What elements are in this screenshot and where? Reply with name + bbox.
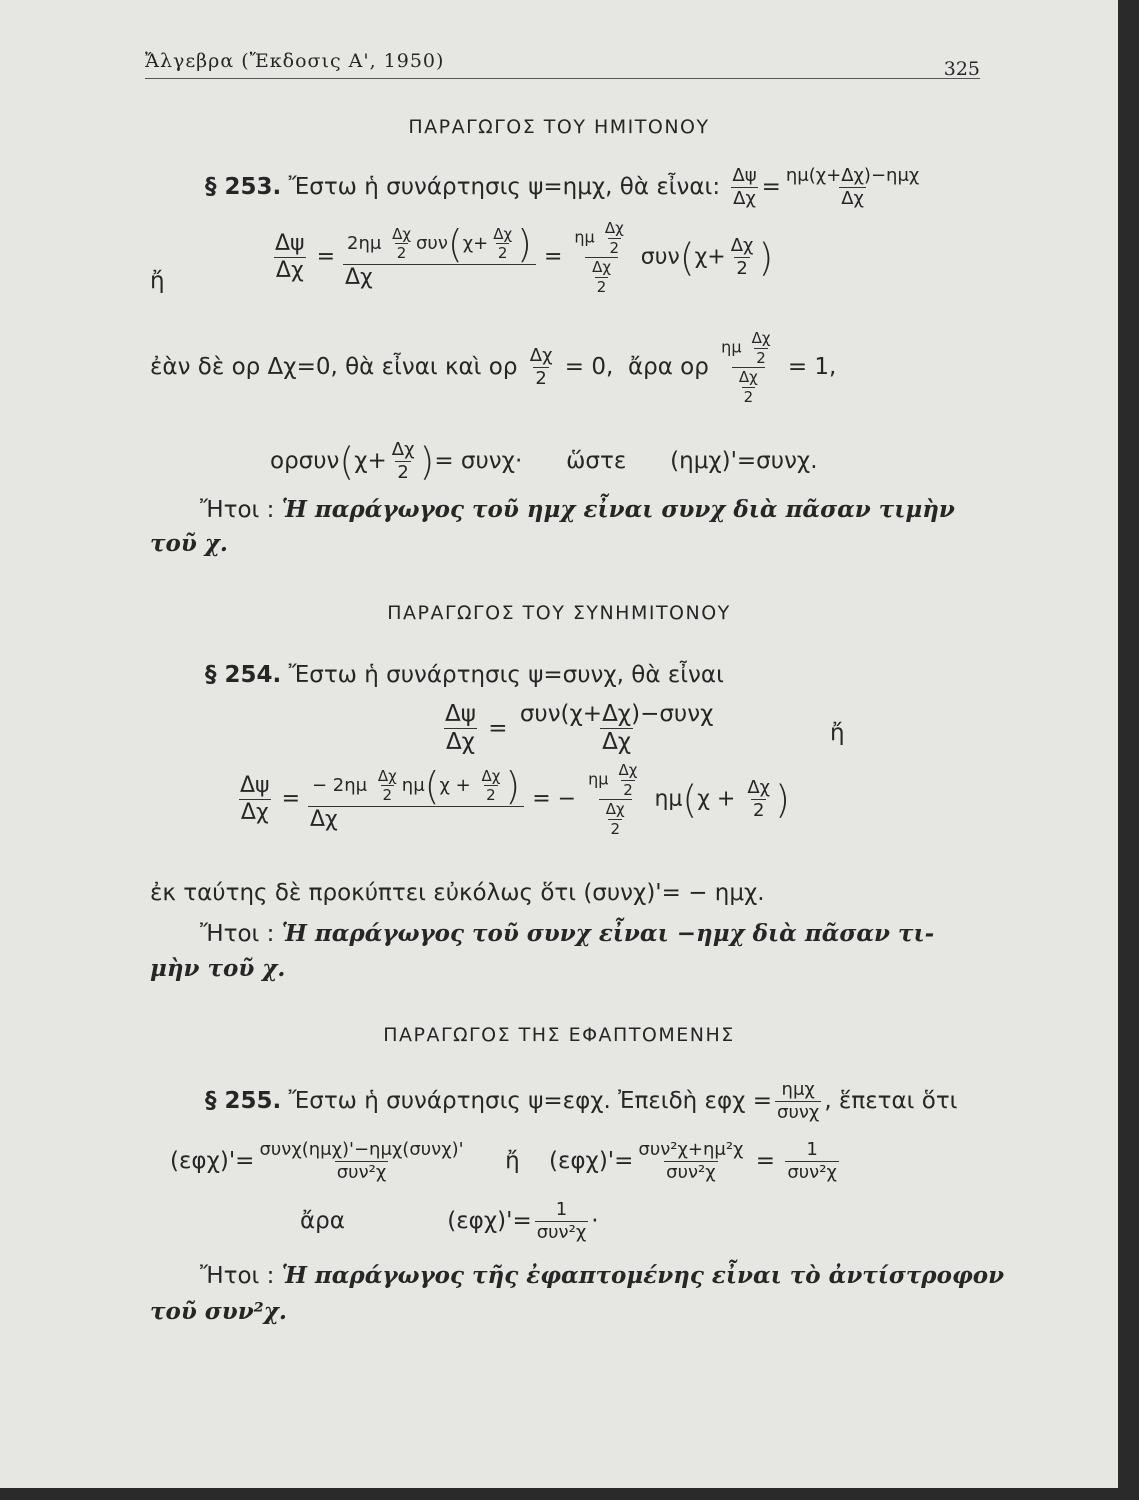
s255-intro-line: § 255. Ἔστω ἡ συνάρτησις ψ=εφχ. Ἐπειδὴ εφχ = $\frac{\text{ημχ}}{\text{συνχ}}$ , ἕπεται ὅτι: [205, 1079, 958, 1123]
fraction-sin-half-over-half: ημ $\frac{\Delta\chi}{2}$ $\frac{\Delta\chi}{2}$: [721, 329, 771, 406]
s254-intro-line: § 254. Ἔστω ἡ συνάρτησις ψ=συνχ, θὰ εἶναι: [205, 662, 724, 688]
fraction-difference-quotient: $\frac{\text{ημ(χ+Δχ)−ημχ}}{\Delta\chi}$: [785, 165, 920, 209]
s255-final-result: ἄρα (εφχ)'= $\frac{1}{\text{συν²χ}}$ ·: [300, 1199, 599, 1243]
heading-cosine-derivative: ΠΑΡΑΓΩΓΟΣ ΤΟΥ ΣΥΝΗΜΙΤΟΝΟΥ: [387, 602, 731, 624]
fraction-cos-difference: $\frac{\text{συν(χ+Δχ)−συνχ}}{\Delta\chi}$: [519, 701, 714, 756]
fraction-sin-half-over-half: ημ $\frac{\Delta\chi}{2}$ $\frac{\Delta\chi}{2}$: [574, 219, 624, 296]
s254-result-line: ἐκ ταύτης δὲ προκύπτει εὐκόλως ὅτι (συνχ)'= − ημχ.: [150, 880, 765, 906]
s254-difference-quotient: $\frac{\Delta\psi}{\Delta\chi}$ = $\frac{\text{συν(χ+Δχ)−συνχ}}{\Delta\chi}$: [445, 701, 714, 756]
s253-cos-limit-line: ορσυν(χ+ $\frac{\Delta\chi}{2}$ )= συνχ· ὥστε (ημχ)'=συνχ.: [270, 439, 818, 484]
fraction-tan-definition: $\frac{\text{ημχ}}{\text{συνχ}}$: [777, 1079, 820, 1123]
s253-conclusion-end: τοῦ χ.: [150, 530, 228, 557]
fraction-one-over-cos2: $\frac{1}{\text{συν²χ}}$: [787, 1139, 837, 1183]
section-number: § 253.: [205, 173, 282, 200]
fraction-cosine-expansion: − 2ημ $\frac{\Delta\chi}{2}$ ημ(χ + $\frac{\Delta\chi}{2}$ ) Δχ: [310, 767, 522, 832]
s253-expansion: $\frac{\Delta\psi}{\Delta\chi}$ = 2ημ $\frac{\Delta\chi}{2}$ συν(χ+ $\frac{\Delta\chi}{2}$ ) Δχ = ημ $\frac{\Delta\chi}{2}$ $\frac{\Delta\chi}{2}$ συν(χ+ $\frac{\Delta\chi}{2}$ ): [275, 219, 774, 296]
fraction-dpsi-dx: $\frac{\Delta\psi}{\Delta\chi}$: [275, 230, 305, 283]
fraction-sine-expansion: 2ημ $\frac{\Delta\chi}{2}$ συν(χ+ $\frac{\Delta\chi}{2}$ ) Δχ: [345, 225, 534, 290]
s254-conclusion: Ἤτοι : Ἡ παράγωγος τοῦ συνχ εἶναι −ημχ διὰ πᾶσαν τι-: [200, 920, 935, 947]
running-head: [145, 48, 980, 79]
s255-quotient-rule: (εφχ)'= $\frac{\text{συνχ(ημχ)'−ημχ(συνχ)'}}{\text{συν²χ}}$ ἤ (εφχ)'= $\frac{\text{συν²χ+ημ²χ}}{\text{συν²χ}}$ = $\frac{1}{\text{συν²χ}}$: [170, 1139, 837, 1183]
fraction-dpsi-dx: $\frac{\Delta\psi}{\Delta\chi}$: [445, 701, 476, 756]
s253-intro-line: § 253. Ἔστω ἡ συνάρτησις ψ=ημχ, θὰ εἶναι: $\frac{\Delta\psi}{\Delta\chi}$ = $\frac{\text{ημ(χ+Δχ)−ημχ}}{\Delta\chi}$: [205, 165, 920, 209]
s254-conclusion-end: μὴν τοῦ χ.: [150, 955, 286, 982]
s255-conclusion-end: τοῦ συν²χ.: [150, 1298, 287, 1325]
or-word: ἤ: [150, 268, 165, 294]
fraction-pythagorean: $\frac{\text{συν²χ+ημ²χ}}{\text{συν²χ}}$: [638, 1139, 744, 1183]
heading-tangent-derivative: ΠΑΡΑΓΩΓΟΣ ΤΗΣ ΕΦΑΠΤΟΜΕΝΗΣ: [383, 1024, 735, 1046]
fraction-dpsi-dx: $\frac{\Delta\psi}{\Delta\chi}$: [732, 165, 757, 209]
book-title: Ἄλγεβρα (Ἔκδοσις Α', 1950): [145, 50, 445, 72]
s253-limit-line: ἐὰν δὲ ορ Δχ=0, θὰ εἶναι καὶ ορ $\frac{\Delta\chi}{2}$ = 0, ἄρα ορ ημ $\frac{\Delta\chi}{2}$ $\frac{\Delta\chi}{2}$ = 1,: [150, 329, 837, 406]
s253-conclusion: Ἤτοι : Ἡ παράγωγος τοῦ ημχ εἶναι συνχ διὰ πᾶσαν τιμὴν: [200, 496, 955, 523]
fraction-dpsi-dx: $\frac{\Delta\psi}{\Delta\chi}$: [240, 772, 270, 825]
fraction-quotient-rule: $\frac{\text{συνχ(ημχ)'−ημχ(συνχ)'}}{\text{συν²χ}}$: [259, 1139, 464, 1183]
page-number: 325: [943, 58, 980, 80]
s255-conclusion: Ἤτοι : Ἡ παράγωγος τῆς ἐφαπτομένης εἶναι τὸ ἀντίστροφον: [200, 1262, 1005, 1289]
fraction-sin-half-over-half: ημ $\frac{\Delta\chi}{2}$ $\frac{\Delta\chi}{2}$: [588, 761, 638, 838]
fraction-one-over-cos2: $\frac{1}{\text{συν²χ}}$: [536, 1199, 587, 1243]
intro-text: Ἔστω ἡ συνάρτησις ψ=ημχ, θὰ εἶναι:: [288, 173, 721, 200]
heading-sine-derivative: ΠΑΡΑΓΩΓΟΣ ΤΟΥ ΗΜΙΤΟΝΟΥ: [408, 116, 710, 138]
or-word: ἤ: [830, 720, 845, 746]
s254-expansion: $\frac{\Delta\psi}{\Delta\chi}$ = − 2ημ $\frac{\Delta\chi}{2}$ ημ(χ + $\frac{\Delta\chi}{2}$ ) Δχ = − ημ $\frac{\Delta\chi}{2}$ $\frac{\Delta\chi}{2}$ ημ(χ + $\frac{\Delta\chi}{2}$ ): [240, 761, 790, 838]
